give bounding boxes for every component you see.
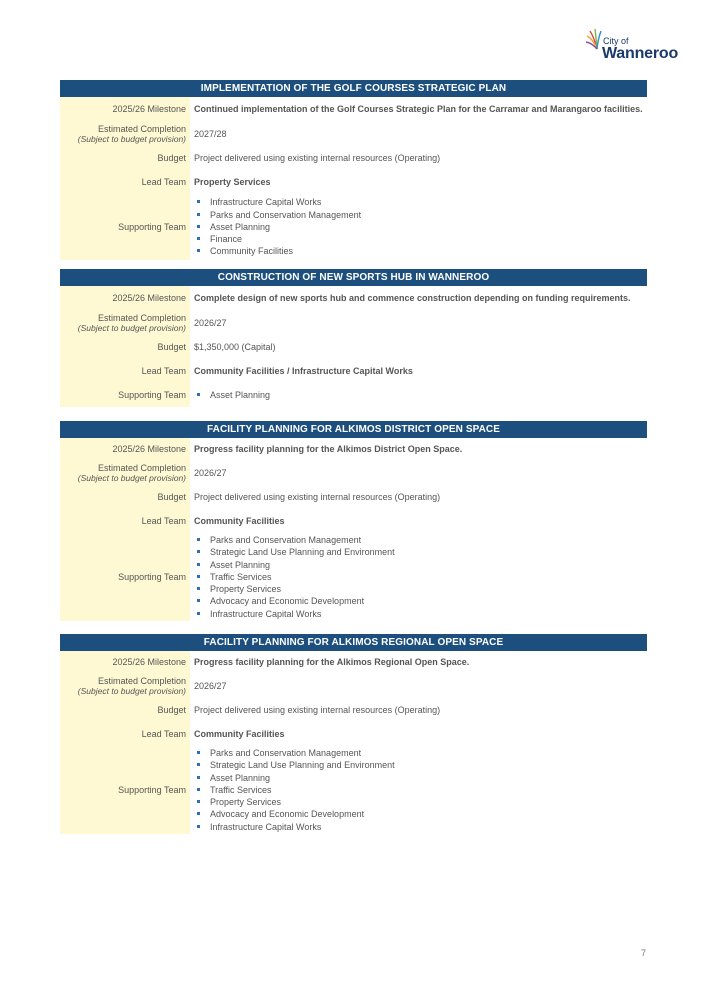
completion-row (60, 673, 647, 698)
completion-label-main: Estimated Completion (97, 462, 186, 473)
list-item: Parks and Conservation Management (194, 209, 647, 221)
lead-label: Lead Team (60, 509, 190, 533)
list-item: Parks and Conservation Management (194, 534, 647, 546)
supporting-value (190, 533, 647, 621)
lead-label: Lead Team (60, 170, 190, 194)
milestone-value: Complete design of new sports hub and commence construction depending on funding requirements. (194, 293, 631, 303)
list-item: Traffic Services (194, 784, 647, 796)
supporting-list (194, 389, 647, 401)
completion-label (60, 121, 190, 146)
milestone-label: 2025/26 Milestone (60, 438, 190, 460)
supporting-row (60, 533, 647, 621)
milestone-row (60, 438, 647, 460)
completion-label-main: Estimated Completion (97, 675, 186, 686)
budget-label: Budget (60, 146, 190, 170)
budget-value: Project delivered using existing internal resources (Operating) (194, 153, 441, 163)
project-title: CONSTRUCTION OF NEW SPORTS HUB IN WANNEROO (60, 269, 647, 286)
completion-label-sub: (Subject to budget provision) (77, 322, 186, 333)
lead-row (60, 722, 647, 746)
lead-value: Community Facilities / Infrastructure Capital Works (194, 366, 413, 376)
budget-value: Project delivered using existing internal resources (Operating) (194, 492, 441, 502)
supporting-value (190, 383, 647, 407)
list-item: Traffic Services (194, 571, 647, 583)
completion-value: 2026/27 (194, 467, 227, 478)
supporting-value (190, 746, 647, 834)
budget-label: Budget (60, 698, 190, 722)
budget-label: Budget (60, 485, 190, 509)
project-golf-courses (60, 80, 647, 260)
completion-label (60, 310, 190, 335)
list-item: Infrastructure Capital Works (194, 608, 647, 620)
budget-row (60, 335, 647, 359)
completion-label-main: Estimated Completion (97, 123, 186, 134)
list-item: Strategic Land Use Planning and Environment (194, 546, 647, 558)
logo-text-small: City of (603, 36, 629, 46)
budget-value: $1,350,000 (Capital) (194, 342, 276, 352)
completion-label (60, 460, 190, 485)
completion-row (60, 121, 647, 146)
logo-text-big: Wanneroo (602, 45, 679, 62)
completion-label-main: Estimated Completion (97, 312, 186, 323)
list-item: Asset Planning (194, 559, 647, 571)
list-item: Finance (194, 233, 647, 245)
milestone-row (60, 286, 647, 310)
list-item: Advocacy and Economic Development (194, 808, 647, 820)
lead-row (60, 509, 647, 533)
milestone-label: 2025/26 Milestone (60, 651, 190, 673)
list-item: Community Facilities (194, 245, 647, 257)
milestone-value: Progress facility planning for the Alkimos Regional Open Space. (194, 657, 470, 667)
milestone-label: 2025/26 Milestone (60, 97, 190, 121)
project-sports-hub (60, 269, 647, 407)
lead-row (60, 170, 647, 194)
lead-value: Community Facilities (194, 729, 285, 739)
supporting-value (190, 194, 647, 260)
completion-label-sub: (Subject to budget provision) (77, 133, 186, 144)
page-number: 7 (641, 948, 647, 958)
lead-label: Lead Team (60, 722, 190, 746)
completion-row (60, 460, 647, 485)
project-title: FACILITY PLANNING FOR ALKIMOS REGIONAL OPEN SPACE (60, 634, 647, 651)
milestone-value: Progress facility planning for the Alkimos District Open Space. (194, 444, 463, 454)
lead-value: Property Services (194, 177, 271, 187)
list-item: Asset Planning (194, 772, 647, 784)
completion-label (60, 673, 190, 698)
completion-row (60, 310, 647, 335)
completion-value: 2026/27 (194, 680, 227, 691)
milestone-value: Continued implementation of the Golf Courses Strategic Plan for the Carramar and Marangaroo facilities. (194, 104, 643, 114)
milestone-row (60, 651, 647, 673)
completion-value: 2027/28 (194, 128, 227, 139)
supporting-label: Supporting Team (60, 194, 190, 260)
supporting-list (194, 747, 647, 832)
budget-label: Budget (60, 335, 190, 359)
project-title: FACILITY PLANNING FOR ALKIMOS DISTRICT OPEN SPACE (60, 421, 647, 438)
budget-row (60, 485, 647, 509)
supporting-list (194, 196, 647, 257)
completion-value: 2026/27 (194, 317, 227, 328)
list-item: Infrastructure Capital Works (194, 821, 647, 833)
list-item: Asset Planning (194, 221, 647, 233)
list-item: Asset Planning (194, 389, 647, 401)
budget-value: Project delivered using existing internal resources (Operating) (194, 705, 441, 715)
project-title: IMPLEMENTATION OF THE GOLF COURSES STRATEGIC PLAN (60, 80, 647, 97)
lead-row (60, 359, 647, 383)
completion-label-sub: (Subject to budget provision) (77, 685, 186, 696)
list-item: Property Services (194, 583, 647, 595)
supporting-label: Supporting Team (60, 533, 190, 621)
budget-row (60, 698, 647, 722)
milestone-row (60, 97, 647, 121)
lead-value: Community Facilities (194, 516, 285, 526)
list-item: Advocacy and Economic Development (194, 595, 647, 607)
list-item: Property Services (194, 796, 647, 808)
completion-label-sub: (Subject to budget provision) (77, 472, 186, 483)
project-alkimos-regional (60, 634, 647, 834)
supporting-row (60, 383, 647, 407)
supporting-label: Supporting Team (60, 746, 190, 834)
list-item: Parks and Conservation Management (194, 747, 647, 759)
supporting-row (60, 194, 647, 260)
list-item: Strategic Land Use Planning and Environment (194, 759, 647, 771)
project-alkimos-district (60, 421, 647, 621)
milestone-label: 2025/26 Milestone (60, 286, 190, 310)
supporting-list (194, 534, 647, 619)
supporting-label: Supporting Team (60, 383, 190, 407)
budget-row (60, 146, 647, 170)
list-item: Infrastructure Capital Works (194, 196, 647, 208)
supporting-row (60, 746, 647, 834)
lead-label: Lead Team (60, 359, 190, 383)
